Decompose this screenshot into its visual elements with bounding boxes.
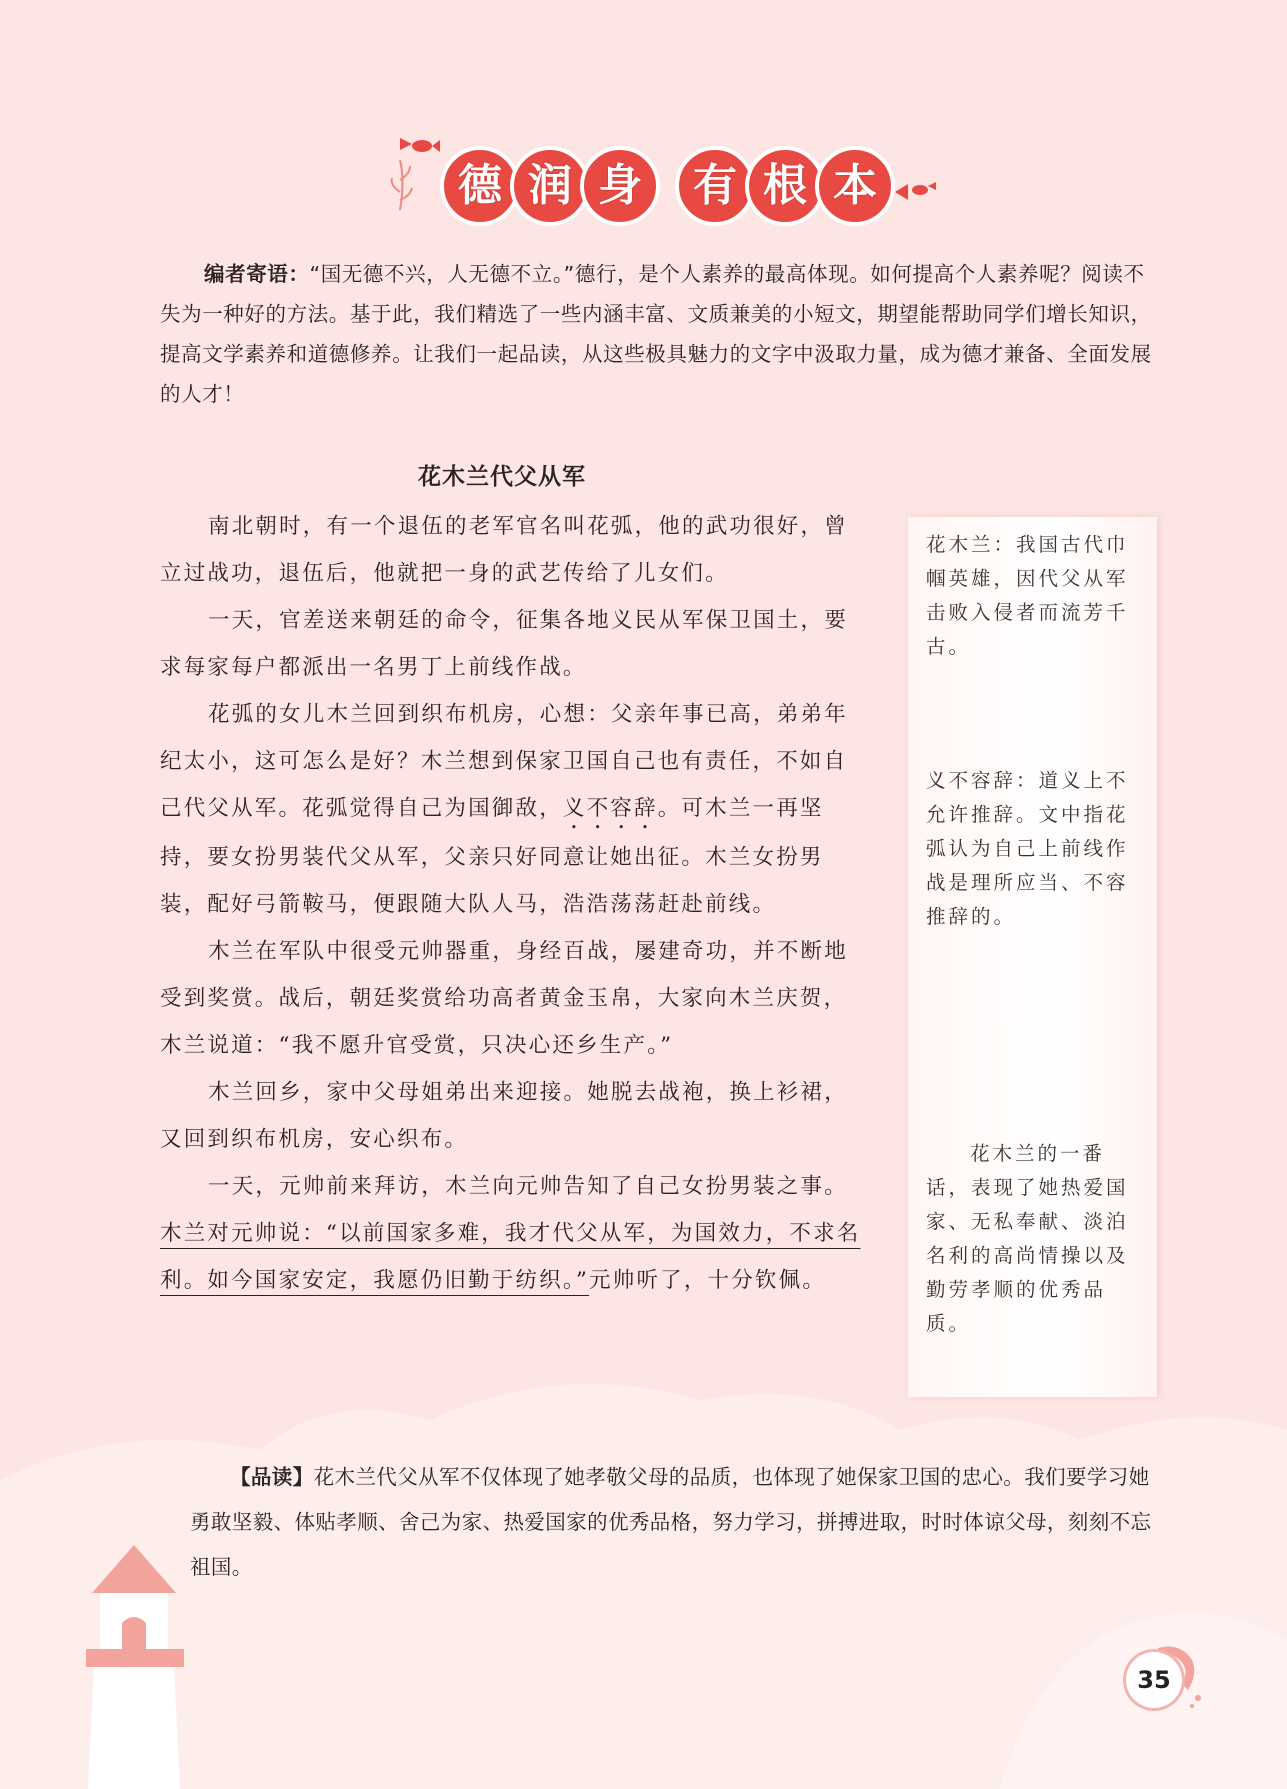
story-title: 花木兰代父从军: [418, 464, 586, 490]
title-char-4: 有: [693, 160, 737, 211]
title-char-5: 根: [763, 160, 807, 211]
page-number: 35: [1126, 1652, 1182, 1708]
reading-note: [190, 1455, 1160, 1590]
title-char-2: 润: [528, 160, 572, 211]
fish-icon: [400, 138, 440, 152]
fish-icon-right: [895, 182, 936, 200]
emphasized-term: 义不容辞: [562, 796, 658, 821]
underlined-quote: 木兰对元帅说：“以前国家多难，我才代父从军，为国效力，不求名利。如今国家安定，我愿仍旧勤于纺织。”: [160, 1221, 861, 1293]
title-char-1: 德: [458, 160, 502, 211]
annotation-hua-mulan: 花木兰：我国古代巾帼英雄，因代父从军击败入侵者而流芳千古。: [926, 533, 1129, 658]
story-paragraph-6-a: 一天，元帅前来拜访，木兰向元帅告知了自己女扮男装之事。: [208, 1174, 848, 1199]
sprig-icon: [392, 160, 412, 210]
annotation-yi-bu-rong-ci: 义不容辞：道义上不允许推辞。文中指花弧认为自己上前线作战是理所应当、不容推辞的。: [926, 769, 1129, 928]
story-paragraph-4: 木兰在军队中很受元帅器重，身经百战，屡建奇功，并不断地受到奖赏。战后，朝廷奖赏给功高者黄金玉帛，大家向木兰庆贺，木兰说道：“我不愿升官受赏，只决心还乡生产。”: [160, 939, 848, 1058]
story-paragraph-3-b: 。可木兰一再坚持，要女扮男装代父从军，父亲只好同意让她出征。木兰女扮男装，配好弓箭鞍马，便跟随大队人马，浩浩荡荡赶赴前线。: [160, 796, 824, 917]
title-banner: [380, 130, 940, 240]
story-paragraph-3-a: 花弧的女儿木兰回到织布机房，心想：父亲年事已高，弟弟年纪太小，这可怎么是好？木兰想到保家卫国自己也有责任，不如自己代父从军。花弧觉得自己为国御敌，: [160, 702, 848, 821]
story-paragraph-3: [160, 691, 870, 928]
story-body: [160, 503, 870, 1304]
title-char-3: 身: [598, 160, 642, 211]
reading-note-lead: 【品读】: [230, 1465, 314, 1489]
editor-note-text: “国无德不兴，人无德不立。”德行，是个人素养的最高体现。如何提高个人素养呢？阅读不失为一种好的方法。基于此，我们精选了一些内涵丰富、文质兼美的小短文，期望能帮助同学们增长知识，提高文学素养和道德修养。让我们一起品读，从这些极具魅力的文字中汲取力量，成为德才兼备、全面发展的人才！: [160, 262, 1152, 406]
story-paragraph-5: 木兰回乡，家中父母姐弟出来迎接。她脱去战袍，换上衫裙，又回到织布机房，安心织布。: [160, 1080, 848, 1152]
reading-note-text: 花木兰代父从军不仅体现了她孝敬父母的品质，也体现了她保家卫国的忠心。我们要学习她勇敢坚毅、体贴孝顺、舍己为家、热爱国家的优秀品格，努力学习，拼搏进取，时时体谅父母，刻刻不忘祖国。: [190, 1465, 1152, 1579]
annotation-sidebar: [908, 517, 1157, 1397]
title-char-6: 本: [833, 160, 877, 211]
lighthouse-icon: [80, 1545, 200, 1789]
story-paragraph-6-b: 元帅听了，十分钦佩。: [589, 1268, 827, 1293]
story-paragraph-6: [160, 1163, 870, 1304]
story-paragraph-2: 一天，官差送来朝廷的命令，征集各地义民从军保卫国土，要求每家每户都派出一名男丁上前线作战。: [160, 608, 848, 680]
annotation-comment: 花木兰的一番话，表现了她热爱国家、无私奉献、淡泊名利的高尚情操以及勤劳孝顺的优秀品质。: [926, 1142, 1129, 1335]
page-number-badge: [1118, 1640, 1208, 1720]
editor-note: [160, 254, 1155, 414]
editor-note-lead: 编者寄语：: [204, 262, 310, 286]
story-paragraph-1: 南北朝时，有一个退伍的老军官名叫花弧，他的武功很好，曾立过战功，退伍后，他就把一身的武艺传给了儿女们。: [160, 514, 848, 586]
